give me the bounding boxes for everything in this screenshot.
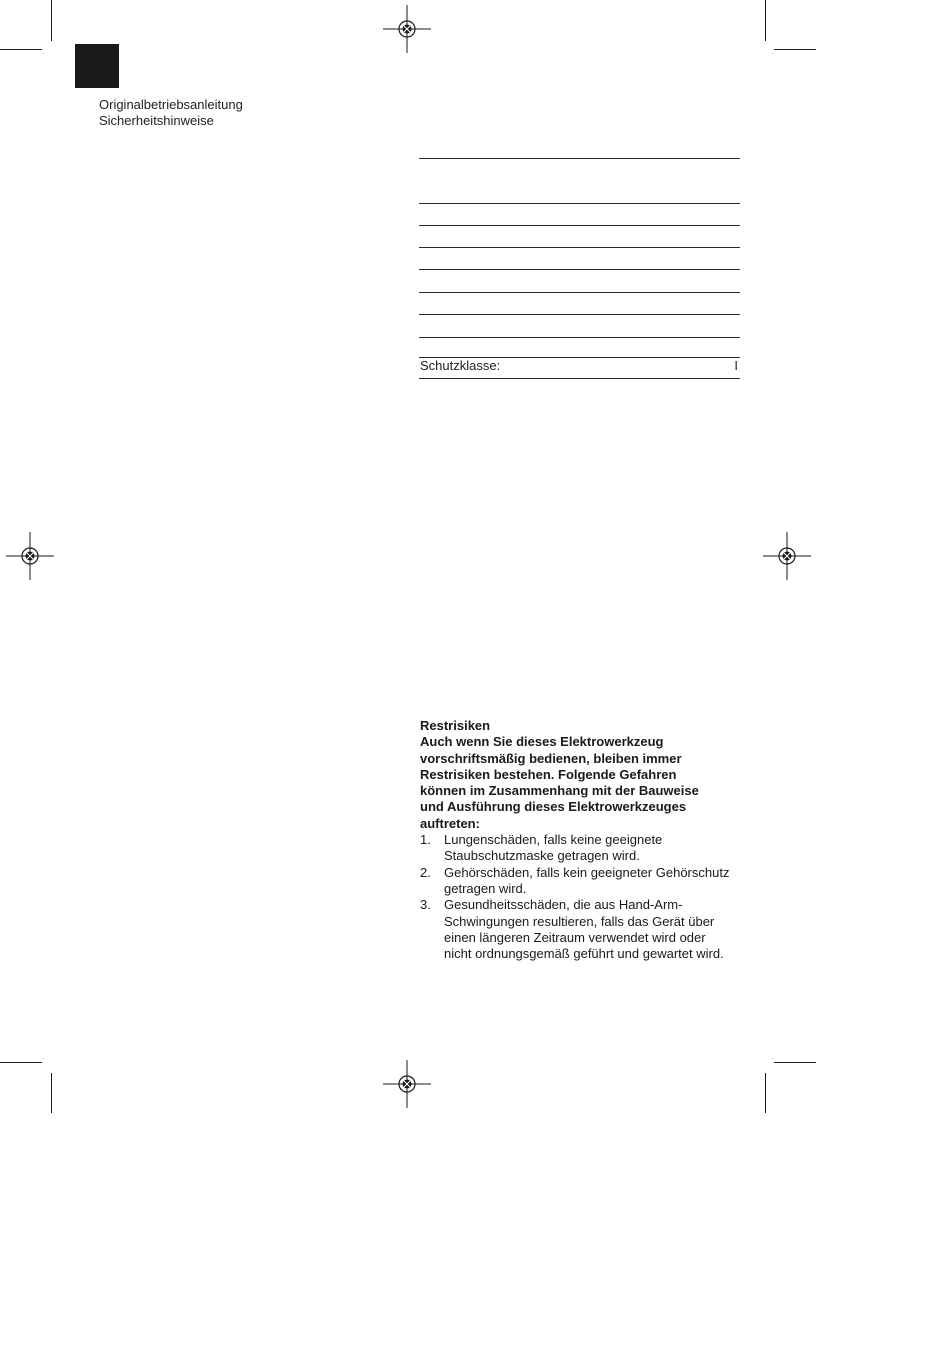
table-rule (419, 247, 740, 248)
table-rule (419, 378, 740, 379)
crop-mark-top-left-v (51, 0, 52, 41)
list-item-line: Gehörschäden, falls kein geeigneter Gehörschutz (444, 864, 730, 880)
list-item-number: 2. (420, 864, 431, 880)
list-item-line: Staubschutzmaske getragen wird. (444, 848, 640, 864)
list-item-number: 1. (420, 832, 431, 848)
list-item (420, 832, 750, 865)
registration-mark-bottom-icon (383, 1060, 431, 1108)
residual-risks-section (420, 718, 750, 962)
table-rule (419, 337, 740, 338)
crop-mark-bottom-right-v (765, 1073, 766, 1113)
list-item-line: getragen wird. (444, 880, 527, 896)
registration-mark-right-icon (763, 532, 811, 580)
crop-mark-top-right-v (765, 0, 766, 41)
residual-risks-heading: Restrisiken (420, 718, 491, 733)
residual-risks-list (420, 832, 750, 962)
list-item-line: einen längeren Zeitraum verwendet wird oder (444, 929, 706, 945)
table-rule (419, 203, 740, 204)
list-item-number: 3. (420, 897, 431, 913)
list-item (420, 865, 750, 898)
crop-mark-bottom-right-h (774, 1062, 816, 1063)
crop-mark-top-left-h (0, 49, 42, 50)
list-item-line: Gesundheitsschäden, die aus Hand-Arm- (444, 897, 683, 913)
residual-risks-intro-line: vorschriftsmäßig bedienen, bleiben immer (420, 750, 682, 766)
list-item-line: Schwingungen resultieren, falls das Gerät über (444, 913, 715, 929)
residual-risks-intro-line: Restrisiken bestehen. Folgende Gefahren (420, 766, 677, 782)
section-title: Sicherheitshinweise (99, 113, 214, 128)
crop-mark-bottom-left-v (51, 1073, 52, 1113)
table-rule (419, 269, 740, 270)
table-rule (419, 158, 740, 159)
document-type-label: Originalbetriebsanleitung (99, 97, 243, 112)
crop-mark-top-right-h (774, 49, 816, 50)
residual-risks-intro-line: auftreten: (420, 815, 480, 831)
registration-mark-top-icon (383, 5, 431, 53)
registration-mark-left-icon (6, 532, 54, 580)
table-rule (419, 314, 740, 315)
protection-class-value: I (734, 358, 738, 373)
language-tab-block (75, 44, 119, 88)
residual-risks-intro-line: und Ausführung dieses Elektrowerkzeuges (420, 799, 687, 815)
table-rule (419, 225, 740, 226)
crop-mark-bottom-left-h (0, 1062, 42, 1063)
table-rule (419, 292, 740, 293)
list-item (420, 897, 750, 962)
residual-risks-intro-line: Auch wenn Sie dieses Elektrowerkzeug (420, 734, 664, 750)
protection-class-label: Schutzklasse: (420, 358, 501, 373)
residual-risks-intro-line: können im Zusammenhang mit der Bauweise (420, 783, 699, 799)
list-item-line: Lungenschäden, falls keine geeignete (444, 832, 663, 848)
list-item-line: nicht ordnungsgemäß geführt und gewartet wird. (444, 946, 724, 962)
